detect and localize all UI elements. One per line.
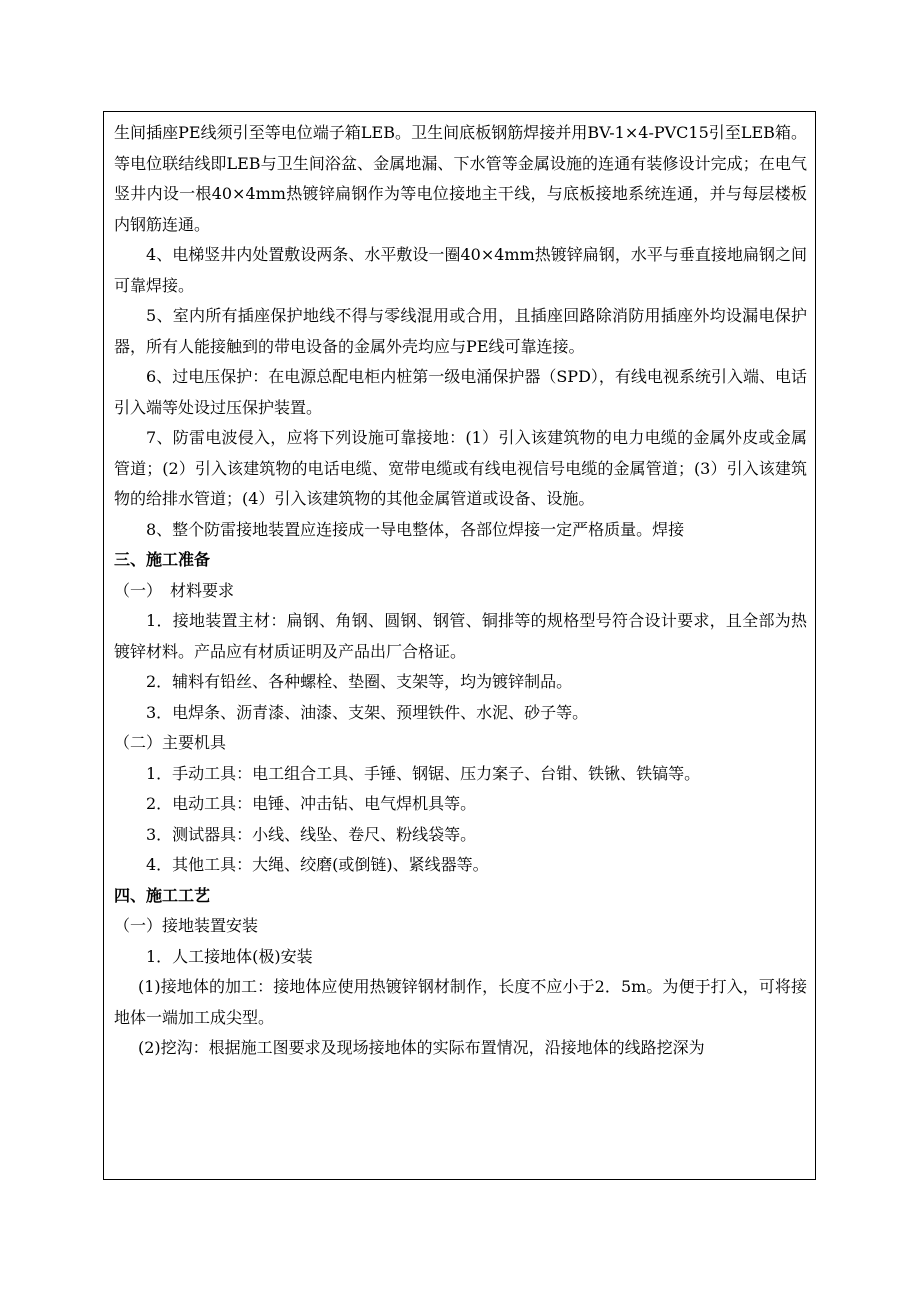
materials-item-1: 1．接地装置主材：扁钢、角钢、圆钢、钢管、铜排等的规格型号符合设计要求，且全部为热镀锌材料。产品应有材质证明及产品出厂合格证。 (114, 611, 807, 661)
section-heading-4: 四、施工工艺 (114, 885, 211, 905)
document-body (114, 118, 807, 1064)
paragraph-item-7: 7、防雷电波侵入，应将下列设施可靠接地：(1）引入该建筑物的电力电缆的金属外皮或金属管道；(2）引入该建筑物的电话电缆、宽带电缆或有线电视信号电缆的金属管道；(3）引入该建筑物的给排水管道；(4）引入该建筑物的其他金属管道或设备、设施。 (114, 428, 807, 508)
section-heading-3: 三、施工准备 (114, 550, 211, 569)
document-frame (103, 111, 816, 1180)
subsection-tools: （二）主要机具 (114, 733, 227, 752)
materials-item-2: 2．辅料有铅丝、各种螺栓、垫圈、支架等，均为镀锌制品。 (146, 672, 573, 691)
paragraph-item-4: 4、电梯竖井内处置敷设两条、水平敷设一圈40×4mm热镀锌扁钢，水平与垂直接地扁钢之间可靠焊接。 (114, 245, 807, 295)
paragraph-continuation: 生间插座PE线须引至等电位端子箱LEB。卫生间底板钢筋焊接并用BV-1×4-PVC15引至LEB箱。等电位联结线即LEB与卫生间浴盆、金属地漏、下水管等金属设施的连通有装修设计完成；在电气竖井内设一根40×4mm热镀锌扁钢作为等电位接地主干线，与底板接地系统连通，并与每层楼板内钢筋连通。 (114, 123, 807, 234)
materials-item-3: 3．电焊条、沥青漆、油漆、支架、预埋铁件、水泥、砂子等。 (146, 702, 589, 722)
tools-item-2: 2．电动工具：电锤、冲击钻、电气焊机具等。 (146, 794, 477, 813)
tools-item-4: 4．其他工具：大绳、绞磨(或倒链)、紧线器等。 (146, 855, 489, 874)
subsection-grounding-install: （一）接地装置安装 (114, 916, 259, 935)
paragraph-item-6: 6、过电压保护：在电源总配电柜内桩第一级电涌保护器（SPD），有线电视系统引入端、电话引入端等处设过压保护装置。 (114, 367, 807, 417)
install-step-2: (2)挖沟：根据施工图要求及现场接地体的实际布置情况，沿接地体的线路挖深为 (138, 1038, 705, 1057)
tools-item-3: 3．测试器具：小线、线坠、卷尺、粉线袋等。 (146, 824, 477, 844)
paragraph-item-5: 5、室内所有插座保护地线不得与零线混用或合用，且插座回路除消防用插座外均设漏电保护器，所有人能接触到的带电设备的金属外壳均应与PE线可靠连接。 (114, 306, 807, 356)
paragraph-item-8: 8、整个防雷接地装置应连接成一导电整体，各部位焊接一定严格质量。焊接 (146, 519, 685, 539)
tools-item-1: 1．手动工具：电工组合工具、手锤、钢锯、压力案子、台钳、铁锹、铁镐等。 (146, 763, 701, 783)
subsection-materials: （一） 材料要求 (114, 580, 235, 600)
install-step-1: (1)接地体的加工：接地体应使用热镀锌钢材制作，长度不应小于2．5m。为便于打入，可将接地体一端加工成尖型。 (114, 977, 807, 1027)
install-item-1: 1．人工接地体(极)安装 (146, 946, 313, 966)
